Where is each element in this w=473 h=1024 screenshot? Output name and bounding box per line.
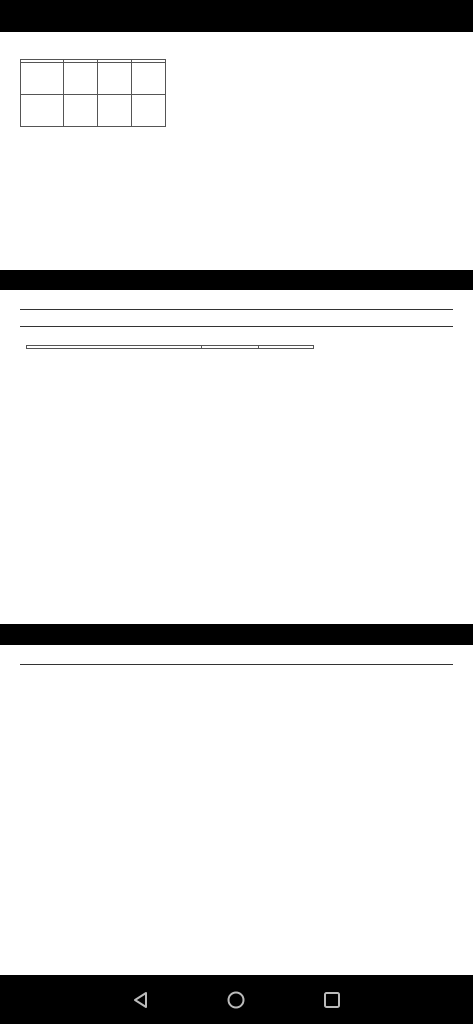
battery-cell [64, 63, 98, 95]
divider [20, 664, 453, 665]
battery-cell [98, 63, 132, 95]
home-button[interactable] [221, 985, 251, 1015]
bulb-header [202, 346, 259, 349]
bulb-table [26, 345, 314, 349]
bulb-header [259, 346, 314, 349]
battery-cell [132, 63, 166, 95]
divider [20, 326, 453, 327]
bulbs-illustration [318, 358, 458, 468]
home-icon [226, 990, 246, 1010]
battery-cell [132, 95, 166, 127]
manual-page-index [0, 645, 473, 975]
android-navbar [0, 975, 473, 1024]
back-button[interactable] [126, 985, 156, 1015]
battery-cell [64, 95, 98, 127]
recents-button[interactable] [317, 985, 347, 1015]
manual-page-244 [0, 290, 473, 624]
recents-icon [322, 990, 342, 1010]
battery-row-label [21, 63, 64, 95]
battery-table [20, 59, 166, 127]
bulb-header [27, 346, 202, 349]
battery-cell [98, 95, 132, 127]
divider [20, 309, 453, 310]
back-icon [131, 990, 151, 1010]
battery-row-label [21, 95, 64, 127]
manual-page-243 [0, 32, 473, 270]
